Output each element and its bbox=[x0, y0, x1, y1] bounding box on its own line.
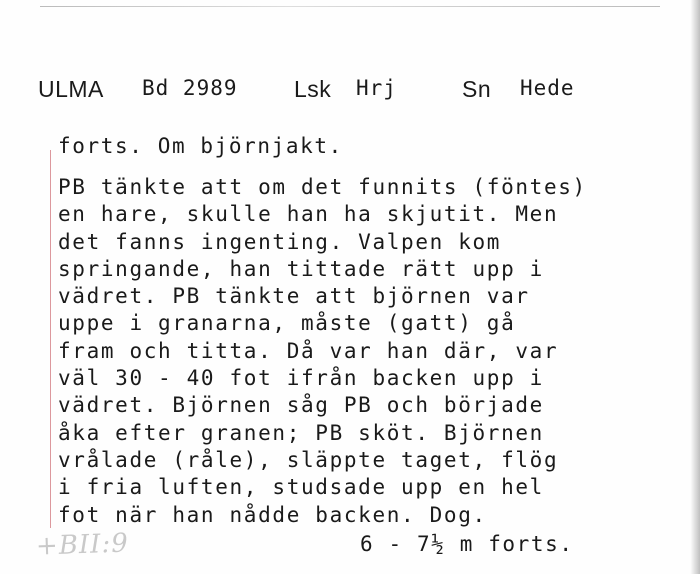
card-edge-shadow bbox=[690, 0, 700, 574]
margin-rule bbox=[50, 150, 51, 528]
county-value: Hrj bbox=[356, 76, 397, 100]
body-line: vädret. Björnen såg PB och började bbox=[58, 393, 544, 418]
body-line: i fria luften, studsade upp en hel bbox=[58, 475, 544, 500]
body-line: åka efter granen; PB sköt. Björnen bbox=[58, 420, 544, 445]
body-line: vädret. PB tänkte att björnen var bbox=[58, 284, 530, 309]
body-line: fot när han nådde backen. Dog. bbox=[58, 502, 487, 527]
body-line: det fanns ingenting. Valpen kom bbox=[58, 229, 502, 254]
card-body-text bbox=[58, 174, 587, 529]
body-line: fram och titta. Då var han där, var bbox=[58, 338, 559, 363]
parish-label: Sn bbox=[462, 76, 492, 102]
body-line: uppe i granarna, måste (gatt) gå bbox=[58, 311, 516, 336]
page-reference: 6 - 7½ m forts. bbox=[360, 532, 574, 556]
card-top-rule bbox=[40, 6, 660, 7]
archive-code: ULMA bbox=[38, 76, 104, 102]
county-label: Lsk bbox=[294, 76, 332, 102]
body-line: PB tänkte att om det funnits (föntes) bbox=[58, 175, 587, 199]
handwritten-annotation: +BII:9 bbox=[35, 528, 130, 562]
parish-value: Hede bbox=[520, 76, 575, 100]
card-subject: forts. Om björnjakt. bbox=[58, 134, 343, 158]
body-line: en hare, skulle han ha skjutit. Men bbox=[58, 202, 559, 227]
body-line: vrålade (råle), släppte taget, flög bbox=[58, 447, 559, 472]
body-line: väl 30 - 40 fot ifrån backen upp i bbox=[58, 366, 544, 391]
volume-number: Bd 2989 bbox=[142, 76, 238, 100]
body-line: springande, han tittade rätt upp i bbox=[58, 256, 544, 281]
